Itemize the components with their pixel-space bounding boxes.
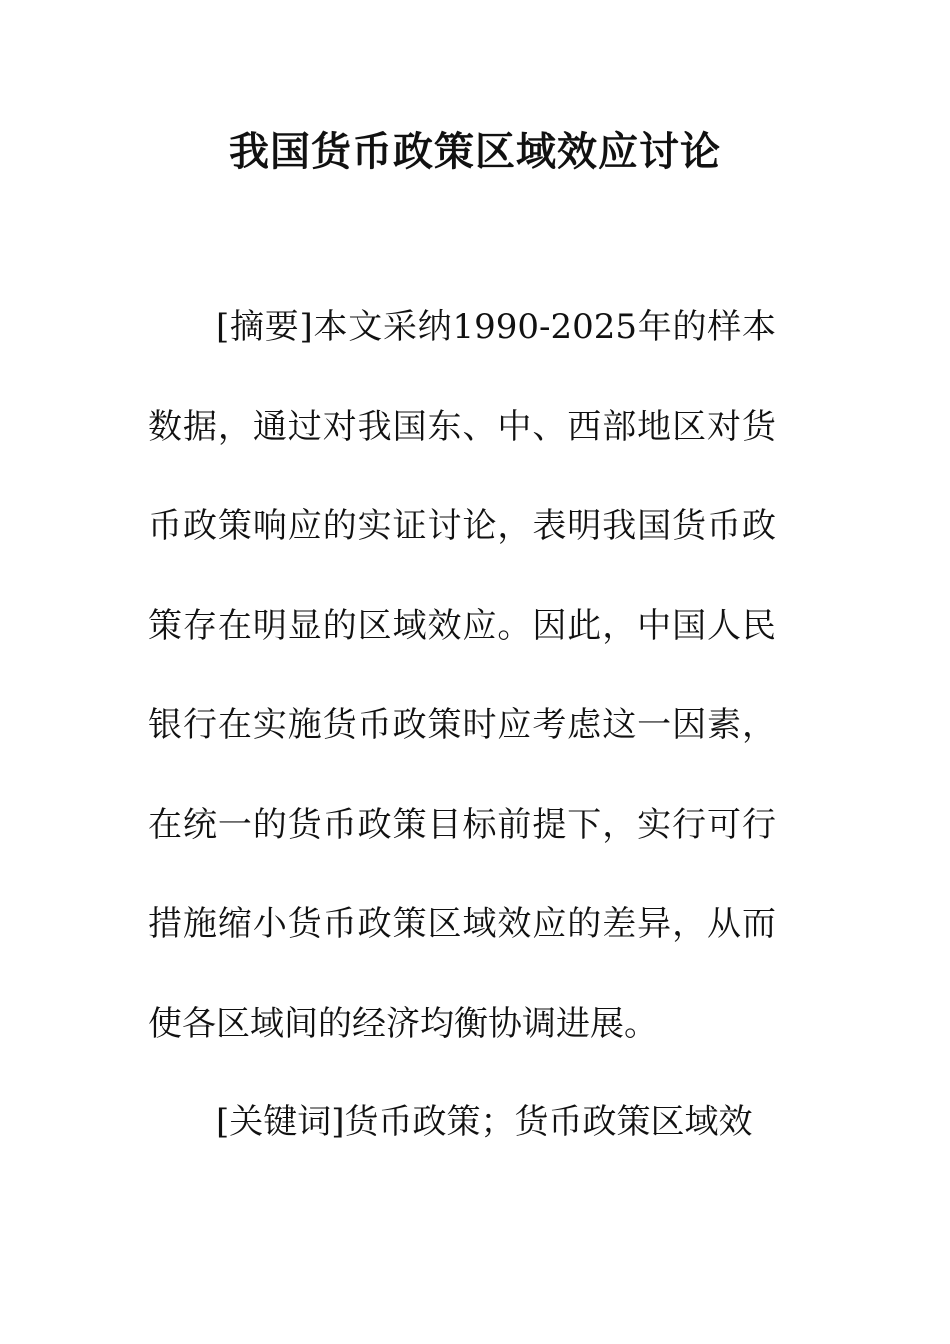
document-title: 我国货币政策区域效应讨论 <box>229 128 721 175</box>
abstract-paragraph: [摘要]本文采纳1990-2025年的样本数据，通过对我国东、中、西部地区对货币政策响应的实证讨论，表明我国货币政策存在明显的区域效应。因此，中国人民银行在实施货币政策时应考虑这一因素，在统一的货币政策目标前提下，实行可行措施缩小货币政策区域效应的差异，从而使各区域间的经济均衡协调进展。 <box>148 307 776 1044</box>
keywords-paragraph: [关键词]货币政策；货币政策区域效 <box>216 1102 753 1142</box>
